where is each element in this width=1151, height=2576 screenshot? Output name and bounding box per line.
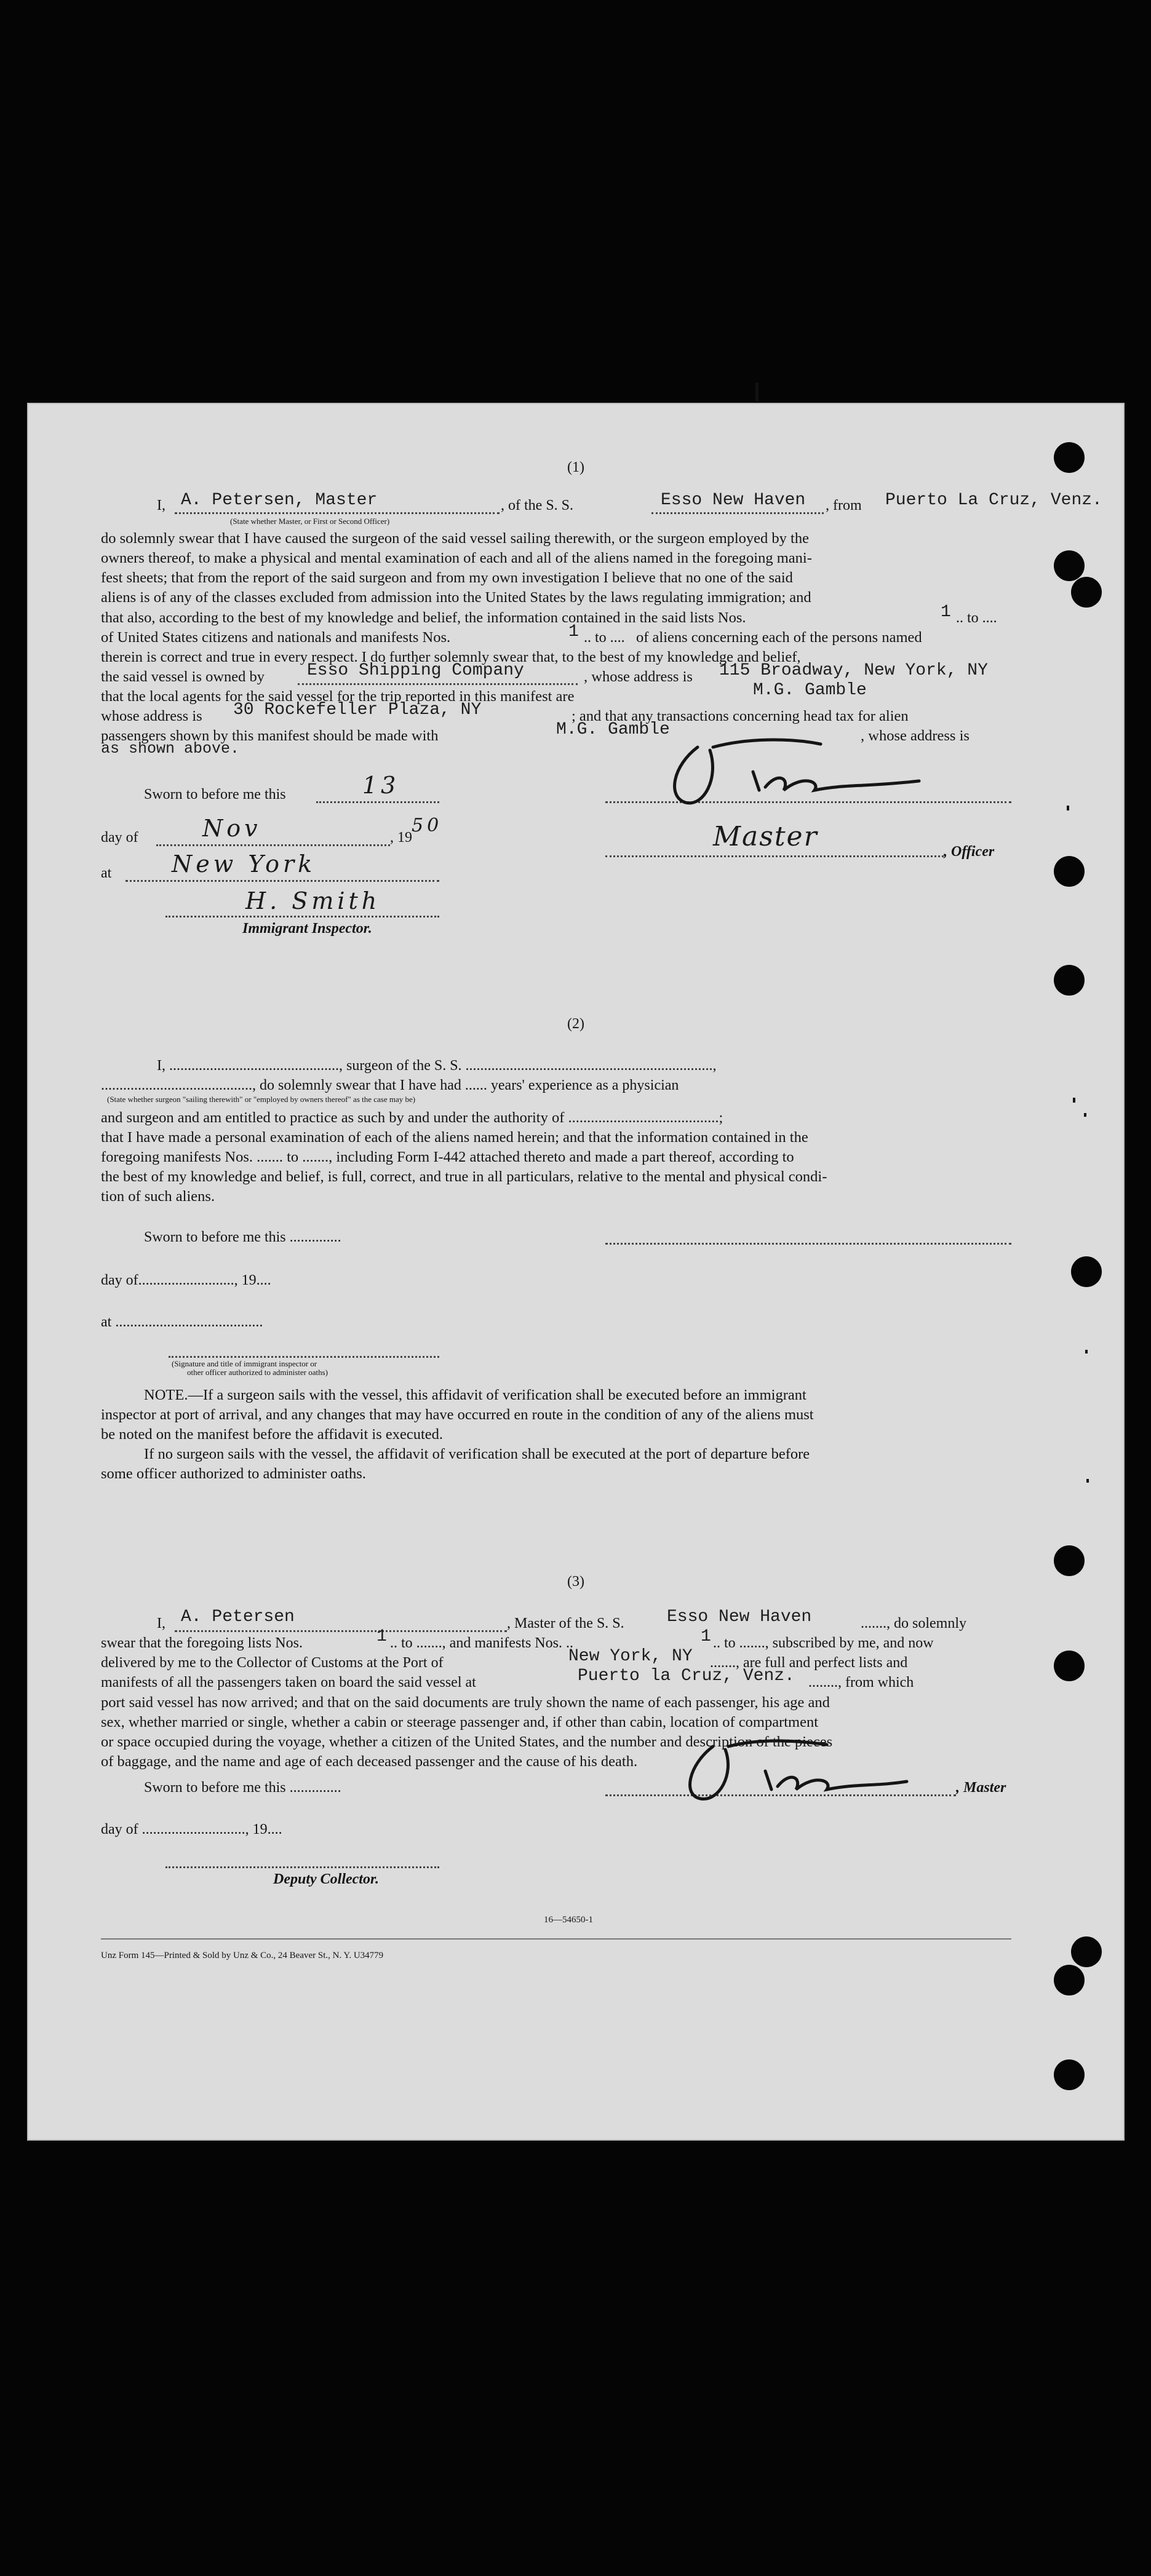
punch-hole (1054, 965, 1085, 996)
year-prefix: , 19 (390, 830, 412, 846)
note-line: inspector at port of arrival, and any changes that may have occurred en route in the condition of any of the aliens must (101, 1406, 814, 1423)
owner-address-field: 115 Broadway, New York, NY (719, 661, 988, 680)
section2-body (101, 1108, 1018, 1207)
experience-line: ........................................., do solemnly swear that I have had ...... years' experience as a physician (101, 1077, 679, 1093)
lists-line: swear that the foregoing lists Nos. (101, 1635, 303, 1651)
month-field: Nov (202, 815, 261, 842)
boarded-at-field: Puerto la Cruz, Venz. (578, 1666, 795, 1686)
note-line: NOTE.—If a surgeon sails with the vessel, this affidavit of verification shall be executed before an immigrant (144, 1387, 806, 1403)
owner-address-label: , whose address is (584, 668, 693, 685)
agent-address-field: 30 Rockefeller Plaza, NY (233, 700, 482, 719)
dotted-line (605, 855, 944, 857)
manifest-affidavit-page (27, 403, 1125, 2141)
master-name-field: A. Petersen (181, 1607, 295, 1627)
port-rest: ......., are full and perfect lists and (710, 1655, 908, 1671)
as-shown-field: as shown above. (101, 740, 240, 758)
body-line: owners thereof, to make a physical and mental examination of each and all of the aliens named in the foregoing mani- (101, 550, 812, 566)
dotted-line (651, 512, 824, 514)
punch-hole (1054, 550, 1085, 581)
ship-label: , of the S. S. (501, 497, 574, 513)
lists-no-field: 1 (376, 1627, 387, 1646)
dotted-line (605, 1243, 1011, 1245)
deputy-collector-label: Deputy Collector. (273, 1871, 379, 1887)
punch-hole (1071, 1256, 1102, 1287)
lists-rest: .. to ......., and manifests Nos. .. (390, 1635, 573, 1651)
body-line: the best of my knowledge and belief, is full, correct, and true in all particulars, relative to the mental and physical condi- (101, 1168, 827, 1185)
punch-hole (1071, 577, 1102, 608)
edge-mark (1084, 1113, 1086, 1117)
to-dots: .. to .... (584, 630, 625, 646)
inspector-signature: H. Smith (245, 887, 381, 914)
at-label: at ........................................ (101, 1314, 263, 1330)
day-of-label: day of ............................, 19.... (101, 1821, 282, 1837)
boarded-rest: ........, from which (808, 1674, 914, 1690)
master-signature (661, 735, 938, 815)
at-label: at (101, 865, 112, 881)
correct-line: therein is correct and true in every respect. I do further solemnly swear that, to the best of my knowledge and belief, (101, 649, 801, 665)
boarded-line: manifests of all the passengers taken on board the said vessel at (101, 1674, 476, 1690)
punch-hole (1054, 2059, 1085, 2090)
surgeon-line: I, .............................................., surgeon of the S. S. ..................................................................., (157, 1058, 717, 1074)
sworn-label: Sworn to before me this (144, 787, 286, 803)
owner-line: the said vessel is owned by (101, 668, 265, 685)
note-block (101, 1385, 1018, 1484)
master-label: , Master (956, 1780, 1006, 1796)
from-label: , from (826, 497, 862, 513)
body-line: or space occupied during the voyage, whether a citizen of the United States, and the number and description of the pieces (101, 1734, 833, 1750)
punch-hole (1054, 1965, 1085, 1995)
owner-field: Esso Shipping Company (307, 661, 524, 680)
agents-line: that the local agents for the said vessel for the trip reported in this manifest are (101, 688, 575, 705)
master-signature (679, 1737, 913, 1805)
solemnly-text: ......., do solemnly (861, 1615, 966, 1631)
dotted-line (298, 683, 578, 685)
surgeon-hint: (State whether surgeon "sailing therewith" or "employed by owners thereof" as the case may be) (107, 1095, 416, 1104)
section1-body (101, 529, 1018, 608)
year-field: 50 (412, 815, 443, 836)
note-line: If no surgeon sails with the vessel, the affidavit of verification shall be executed at the port of departure before (144, 1446, 810, 1462)
master-of-label: , Master of the S. S. (507, 1615, 624, 1631)
head-tax-text: ; and that any transactions concerning head tax for alien (572, 708, 909, 724)
manifests-text: of United States citizens and nationals and manifests Nos. (101, 629, 451, 646)
section-number: (1) (567, 459, 584, 475)
port-field: New York, NY (568, 1647, 693, 1666)
aliens-text: of aliens concerning each of the persons named (636, 629, 922, 646)
ship-name-field: Esso New Haven (667, 1607, 812, 1627)
punch-hole (1054, 1651, 1085, 1681)
place-field: New York (172, 850, 316, 878)
dotted-line (169, 1356, 439, 1358)
ship-name-field: Esso New Haven (661, 491, 806, 510)
edge-mark (1067, 806, 1069, 810)
dotted-line (316, 801, 439, 803)
lists-text: that also, according to the best of my knowledge and belief, the information contained in the said lists Nos. (101, 609, 746, 626)
body-line: tion of such aliens. (101, 1188, 215, 1205)
edge-mark (1073, 1098, 1075, 1103)
edge-mark (1085, 1350, 1088, 1353)
manifests-rest: .. to ......., subscribed by me, and now (713, 1635, 934, 1651)
body-line: fest sheets; that from the report of the said surgeon and from my own investigation I believe that no one of the said (101, 569, 793, 586)
note-line: some officer authorized to administer oaths. (101, 1465, 366, 1482)
form-imprint: Unz Form 145—Printed & Sold by Unz & Co., 24 Beaver St., N. Y. U34779 (101, 1951, 384, 1960)
body-line: that I have made a personal examination of each of the aliens named herein; and that the information contained in the (101, 1129, 808, 1146)
manifests-line (101, 628, 450, 647)
port-from-field: Puerto La Cruz, Venz. (885, 491, 1102, 510)
punch-hole (1054, 1545, 1085, 1576)
dotted-line (165, 916, 439, 917)
passengers-line: passengers shown by this manifest should be made with (101, 727, 439, 744)
master-word-field: Master (713, 821, 818, 852)
body-line: and surgeon and am entitled to practice as such by and under the authority of ........................................; (101, 1109, 723, 1126)
note-line: be noted on the manifest before the affidavit is executed. (101, 1426, 444, 1443)
punch-hole (1054, 856, 1085, 887)
sworn-day-field: 13 (362, 772, 400, 799)
footer-rule (101, 1938, 1011, 1940)
port-line: delivered by me to the Collector of Customs at the Port of (101, 1655, 444, 1671)
signature-hint: (Signature and title of immigrant inspector or (172, 1359, 317, 1368)
section-number: (2) (567, 1016, 584, 1032)
oath-intro: I, (157, 1615, 165, 1631)
body-line: port said vessel has now arrived; and that on the said documents are truly shown the name of each passenger, his age and (101, 1694, 830, 1711)
body-line: of baggage, and the name and age of each deceased passenger and the cause of his death. (101, 1753, 638, 1770)
to-dots: .. to .... (956, 610, 997, 626)
lists-no-field: 1 (941, 603, 951, 622)
whose-address-label: , whose address is (861, 727, 970, 744)
dotted-line (175, 512, 500, 514)
officer-label: , Officer (944, 844, 995, 860)
oath-intro: I, (157, 497, 165, 513)
sworn-label: Sworn to before me this .............. (144, 1780, 341, 1796)
officer-hint: (State whether Master, or First or Second Officer) (230, 517, 390, 526)
dotted-line (156, 844, 390, 846)
master-name-field: A. Petersen, Master (181, 491, 378, 510)
body-line: sex, whether married or single, whether a cabin or steerage passenger and, if other than cabin, location of compartment (101, 1714, 819, 1730)
form-code: 16—54650-1 (544, 1915, 593, 1925)
manifests-no-field: 1 (701, 1627, 711, 1646)
body-line: foregoing manifests Nos. ....... to ......., including Form I-442 attached thereto and made a part thereof, according to (101, 1149, 794, 1165)
sworn-label: Sworn to before me this .............. (144, 1229, 341, 1245)
agent-address-line: whose address is (101, 708, 202, 724)
edge-mark (1086, 1479, 1089, 1483)
manifests-no-field: 1 (568, 622, 579, 641)
dotted-line (165, 1866, 439, 1868)
dotted-line (125, 880, 439, 882)
section-number: (3) (567, 1574, 584, 1590)
head-tax-party-field: M.G. Gamble (556, 720, 670, 739)
scan-mark (755, 382, 759, 401)
day-of-label: day of.........................., 19.... (101, 1272, 271, 1288)
signature-hint: other officer authorized to administer oaths) (187, 1368, 328, 1377)
punch-hole (1071, 1936, 1102, 1967)
agent-field: M.G. Gamble (753, 681, 867, 700)
lists-line (101, 609, 746, 627)
inspector-label: Immigrant Inspector. (242, 921, 372, 937)
body-line: aliens is of any of the classes excluded from admission into the United States by the laws regulating immigration; and (101, 589, 811, 606)
dotted-line (175, 1630, 507, 1632)
day-of-label: day of (101, 830, 138, 846)
body-line: do solemnly swear that I have caused the surgeon of the said vessel sailing therewith, or the surgeon employed by the (101, 530, 809, 547)
